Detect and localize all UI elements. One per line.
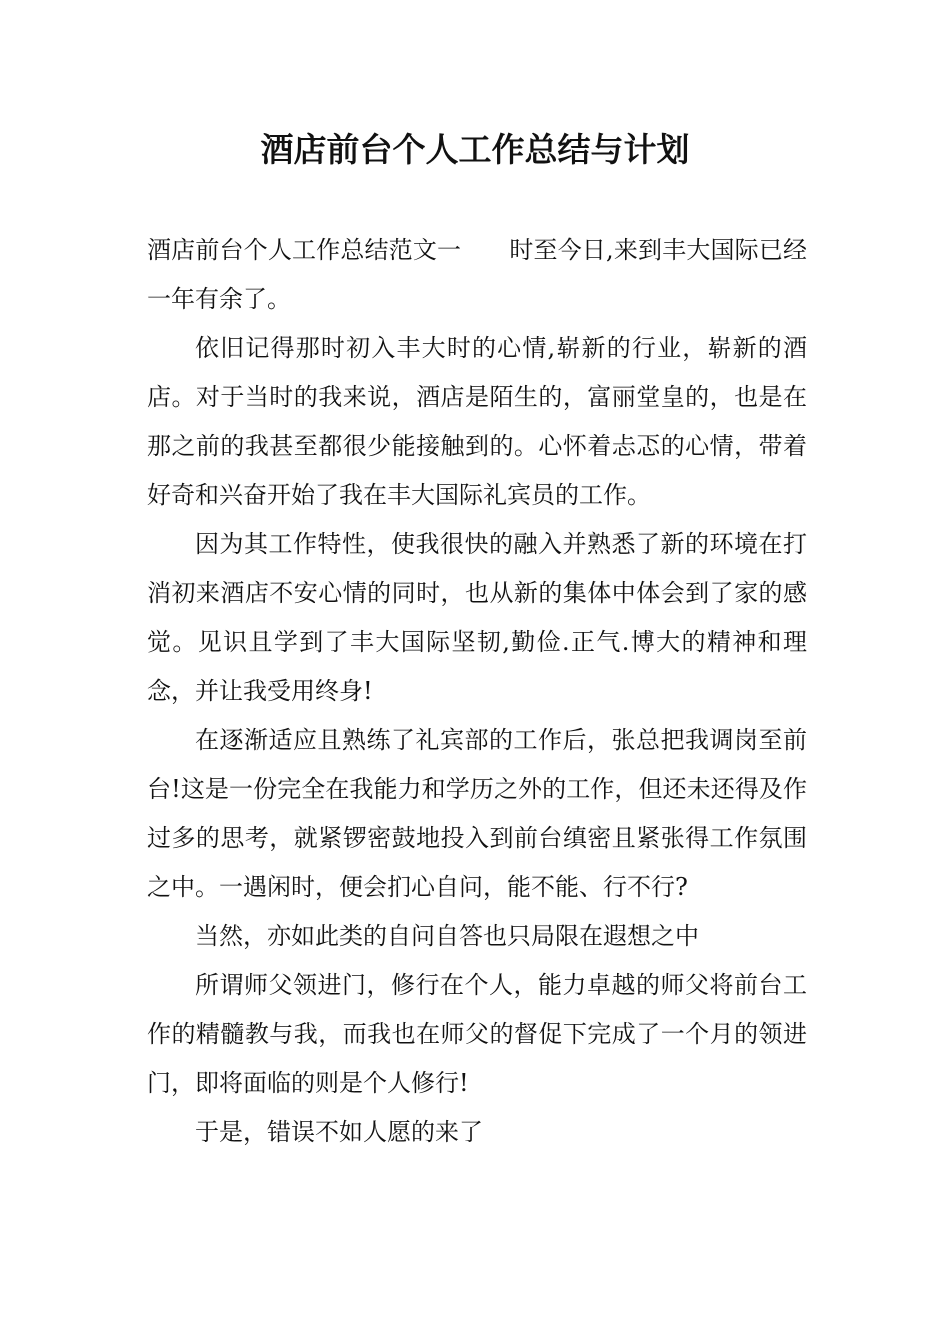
paragraph-6: 于是，错误不如人愿的来了 bbox=[195, 1118, 483, 1146]
paragraph-4: 当然，亦如此类的自问自答也只局限在遐想之中 bbox=[195, 922, 699, 950]
intro-text: 时至今日,来到丰大国际已经一年有余了。 bbox=[147, 236, 807, 313]
intro-label: 酒店前台个人工作总结范文一 bbox=[147, 236, 462, 264]
paragraph-5: 所谓师父领进门，修行在个人，能力卓越的师父将前台工作的精髓教与我，而我也在师父的督促下完成了一个月的领进门，即将面临的则是个人修行! bbox=[147, 971, 807, 1097]
intro-paragraph bbox=[147, 226, 807, 324]
paragraph-1: 依旧记得那时初入丰大时的心情,崭新的行业，崭新的酒店。对于当时的我来说，酒店是陌生的，富丽堂皇的，也是在那之前的我甚至都很少能接触到的。心怀着忐忑的心情，带着好奇和兴奋开始了我在丰大国际礼宾员的工作。 bbox=[147, 334, 807, 509]
paragraph-3: 在逐渐适应且熟练了礼宾部的工作后，张总把我调岗至前台!这是一份完全在我能力和学历之外的工作，但还未还得及作过多的思考，就紧锣密鼓地投入到前台缜密且紧张得工作氛围之中。一遇闲时，便会扪心自问，能不能、行不行? bbox=[147, 726, 807, 901]
document-title: 酒店前台个人工作总结与计划 bbox=[260, 130, 690, 169]
document-body bbox=[147, 226, 807, 1157]
paragraph-2: 因为其工作特性，使我很快的融入并熟悉了新的环境在打消初来酒店不安心情的同时，也从新的集体中体会到了家的感觉。见识且学到了丰大国际坚韧,勤俭.正气.博大的精神和理念，并让我受用终身! bbox=[147, 530, 807, 705]
